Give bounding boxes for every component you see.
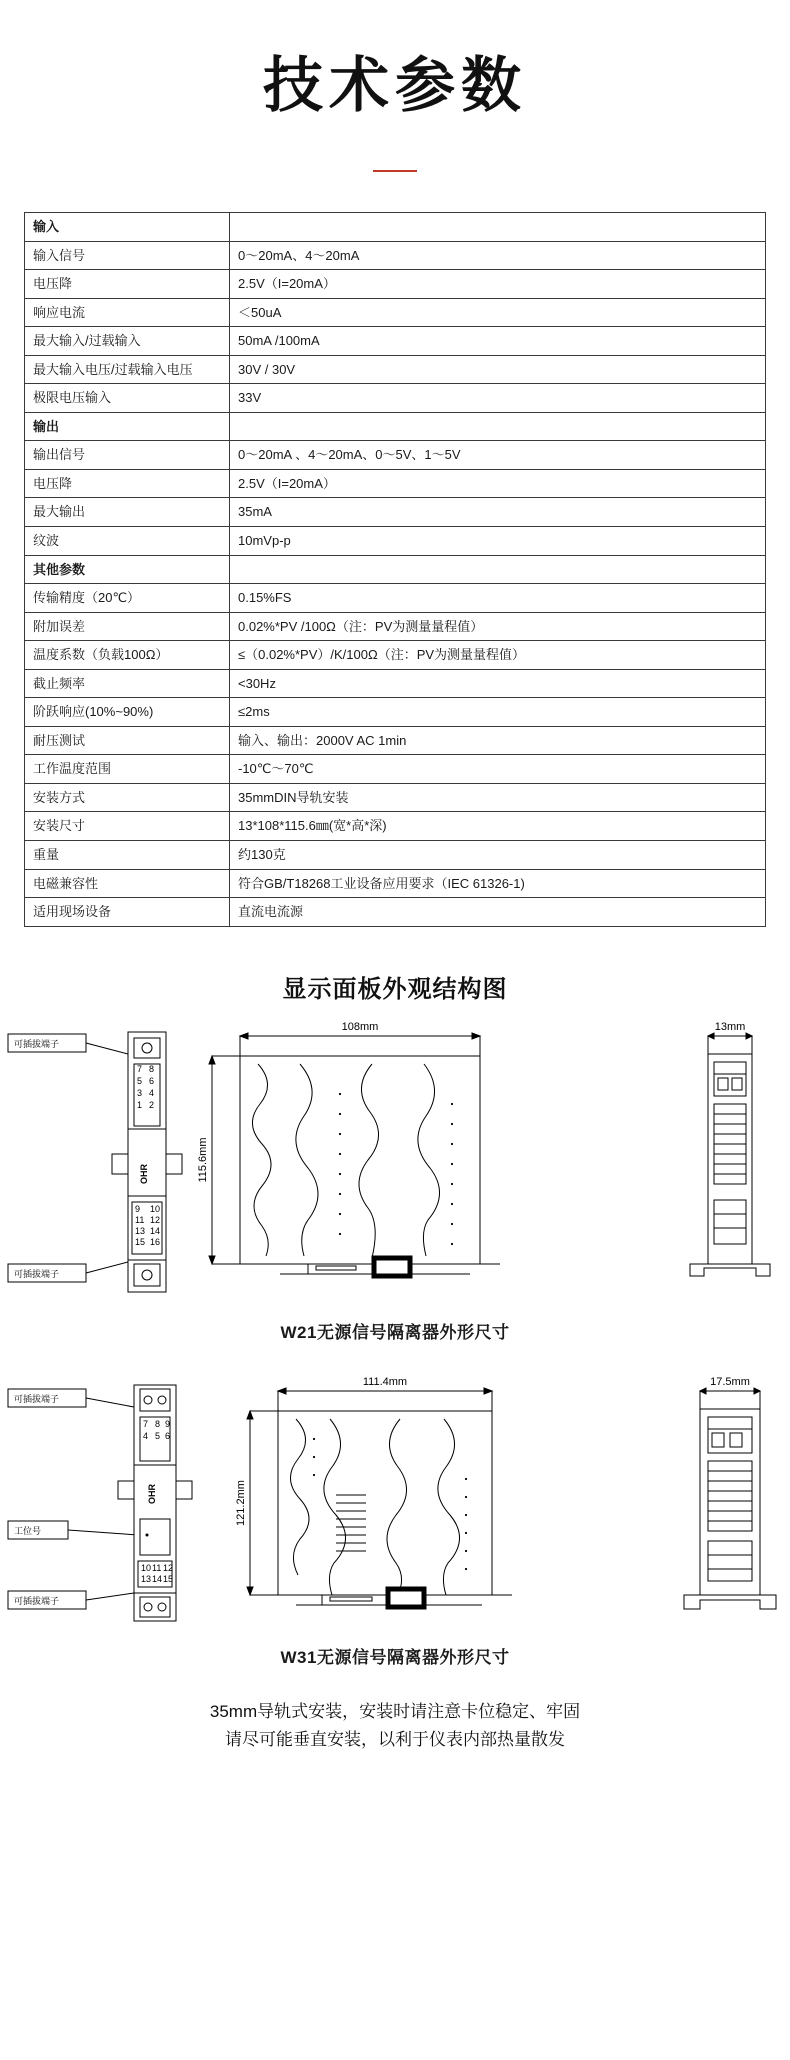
spec-row — [25, 783, 766, 812]
spec-key: 安装尺寸 — [25, 812, 230, 841]
spec-key: 纹波 — [25, 527, 230, 556]
svg-text:11: 11 — [152, 1562, 162, 1573]
svg-text:3: 3 — [137, 1087, 143, 1098]
spec-row — [25, 384, 766, 413]
spec-value: 0.15%FS — [230, 584, 766, 613]
spec-row — [25, 812, 766, 841]
spec-key: 适用现场设备 — [25, 898, 230, 927]
spec-key: 极限电压输入 — [25, 384, 230, 413]
spec-key: 输出信号 — [25, 441, 230, 470]
spec-key: 电磁兼容性 — [25, 869, 230, 898]
spec-value: <30Hz — [230, 669, 766, 698]
spec-value: 0～20mA、4～20mA — [230, 241, 766, 270]
spec-key: 重量 — [25, 841, 230, 870]
spec-key: 截止频率 — [25, 669, 230, 698]
spec-row — [25, 298, 766, 327]
footer-line-2: 请尽可能垂直安装，以利于仪表内部热量散发 — [225, 1729, 565, 1749]
w31-label-top: 可插拔端子 — [14, 1393, 60, 1404]
spec-value — [230, 213, 766, 242]
w31-dim-height: 121.2mm — [235, 1479, 247, 1526]
spec-key: 响应电流 — [25, 298, 230, 327]
spec-value: 输入、输出：2000V AC 1min — [230, 726, 766, 755]
w21-label-bottom: 可插拔端子 — [14, 1268, 60, 1279]
svg-text:12: 12 — [163, 1562, 174, 1573]
spec-value: 0.02%*PV /100Ω（注：PV为测量量程值） — [230, 612, 766, 641]
spec-key: 阶跃响应(10%~90%) — [25, 698, 230, 727]
spec-row — [25, 841, 766, 870]
svg-text:4: 4 — [143, 1430, 149, 1441]
spec-table — [24, 212, 766, 927]
spec-row — [25, 441, 766, 470]
svg-text:12: 12 — [150, 1214, 161, 1225]
spec-key: 最大输入/过载输入 — [25, 327, 230, 356]
svg-text:13: 13 — [141, 1573, 152, 1584]
spec-key: 安装方式 — [25, 783, 230, 812]
spec-value: 2.5V（I=20mA） — [230, 270, 766, 299]
drawing-w31 — [0, 1369, 790, 1668]
spec-row — [25, 612, 766, 641]
svg-text:8: 8 — [155, 1418, 161, 1429]
page-title: 技术参数 — [263, 51, 527, 121]
spec-section-row — [25, 213, 766, 242]
svg-text:14: 14 — [152, 1573, 163, 1584]
drawing-w21 — [0, 1014, 790, 1343]
spec-value: 50mA /100mA — [230, 327, 766, 356]
svg-text:4: 4 — [149, 1087, 155, 1098]
spec-value: 直流电流源 — [230, 898, 766, 927]
spec-key: 传输精度（20℃） — [25, 584, 230, 613]
svg-text:9: 9 — [165, 1418, 171, 1429]
svg-text:6: 6 — [149, 1075, 155, 1086]
svg-text:1: 1 — [137, 1099, 143, 1110]
spec-row — [25, 869, 766, 898]
spec-value: ≤（0.02%*PV）/K/100Ω（注：PV为测量量程值） — [230, 641, 766, 670]
svg-text:5: 5 — [137, 1075, 143, 1086]
spec-value: 10mVp-p — [230, 527, 766, 556]
spec-key: 输入信号 — [25, 241, 230, 270]
spec-row — [25, 898, 766, 927]
w21-dim-depth: 13mm — [714, 1020, 746, 1033]
spec-key: 最大输入电压/过载输入电压 — [25, 355, 230, 384]
spec-key: 输出 — [25, 412, 230, 441]
spec-key: 电压降 — [25, 270, 230, 299]
spec-value: 35mA — [230, 498, 766, 527]
footer-note — [0, 1698, 790, 1754]
spec-value — [230, 555, 766, 584]
spec-value: ＜50uA — [230, 298, 766, 327]
svg-text:10: 10 — [150, 1203, 161, 1214]
w31-brand: OHR — [147, 1483, 157, 1504]
spec-value: ≤2ms — [230, 698, 766, 727]
spec-key: 输入 — [25, 213, 230, 242]
svg-text:14: 14 — [150, 1225, 161, 1236]
svg-text:13: 13 — [135, 1225, 146, 1236]
svg-text:5: 5 — [155, 1430, 161, 1441]
spec-value: 35mmDIN导轨安装 — [230, 783, 766, 812]
spec-row — [25, 698, 766, 727]
spec-row — [25, 669, 766, 698]
w21-caption: W21无源信号隔离器外形尺寸 — [280, 1322, 510, 1342]
spec-key: 工作温度范围 — [25, 755, 230, 784]
footer-line-1: 35mm导轨式安装，安装时请注意卡位稳定、牢固 — [209, 1701, 581, 1721]
spec-row — [25, 498, 766, 527]
spec-key: 电压降 — [25, 469, 230, 498]
spec-key: 耐压测试 — [25, 726, 230, 755]
spec-row — [25, 327, 766, 356]
spec-section-row — [25, 555, 766, 584]
w21-dim-height: 115.6mm — [197, 1137, 209, 1183]
spec-key: 附加误差 — [25, 612, 230, 641]
spec-value — [230, 412, 766, 441]
w21-dim-width: 108mm — [341, 1020, 379, 1033]
svg-text:8: 8 — [149, 1063, 155, 1074]
spec-row — [25, 355, 766, 384]
spec-value: 33V — [230, 384, 766, 413]
spec-value: 0～20mA 、4～20mA、0～5V、1～5V — [230, 441, 766, 470]
svg-text:15: 15 — [135, 1236, 146, 1247]
spec-row — [25, 270, 766, 299]
w31-label-bottom: 可插拔端子 — [14, 1595, 60, 1606]
spec-key: 其他参数 — [25, 555, 230, 584]
spec-row — [25, 527, 766, 556]
w31-dim-width: 111.4mm — [362, 1375, 408, 1388]
w21-label-top: 可插拔端子 — [14, 1038, 60, 1049]
spec-key: 最大输出 — [25, 498, 230, 527]
spec-key: 温度系数（负载100Ω） — [25, 641, 230, 670]
spec-row — [25, 641, 766, 670]
svg-text:7: 7 — [143, 1418, 149, 1429]
svg-text:11: 11 — [135, 1214, 145, 1225]
spec-section-row — [25, 412, 766, 441]
spec-row — [25, 584, 766, 613]
spec-row — [25, 469, 766, 498]
w31-dim-depth: 17.5mm — [710, 1375, 750, 1388]
spec-row — [25, 241, 766, 270]
w31-caption: W31无源信号隔离器外形尺寸 — [280, 1647, 510, 1667]
spec-value: 13*108*115.6㎜(宽*高*深) — [230, 812, 766, 841]
w21-brand: OHR — [139, 1163, 149, 1184]
spec-table-container — [0, 172, 790, 927]
spec-value: 约130克 — [230, 841, 766, 870]
spec-row — [25, 755, 766, 784]
svg-text:15: 15 — [163, 1573, 174, 1584]
spec-value: 符合GB/T18268工业设备应用要求（IEC 61326-1) — [230, 869, 766, 898]
svg-text:16: 16 — [150, 1236, 161, 1247]
svg-text:2: 2 — [149, 1099, 155, 1110]
spec-value: -10℃～70℃ — [230, 755, 766, 784]
svg-text:9: 9 — [135, 1203, 141, 1214]
spec-row — [25, 726, 766, 755]
panel-section-title: 显示面板外观结构图 — [282, 975, 508, 1003]
svg-text:6: 6 — [165, 1430, 171, 1441]
spec-value: 30V / 30V — [230, 355, 766, 384]
w31-label-mid: 工位号 — [14, 1525, 42, 1536]
spec-value: 2.5V（I=20mA） — [230, 469, 766, 498]
svg-text:10: 10 — [141, 1562, 152, 1573]
svg-text:7: 7 — [137, 1063, 143, 1074]
